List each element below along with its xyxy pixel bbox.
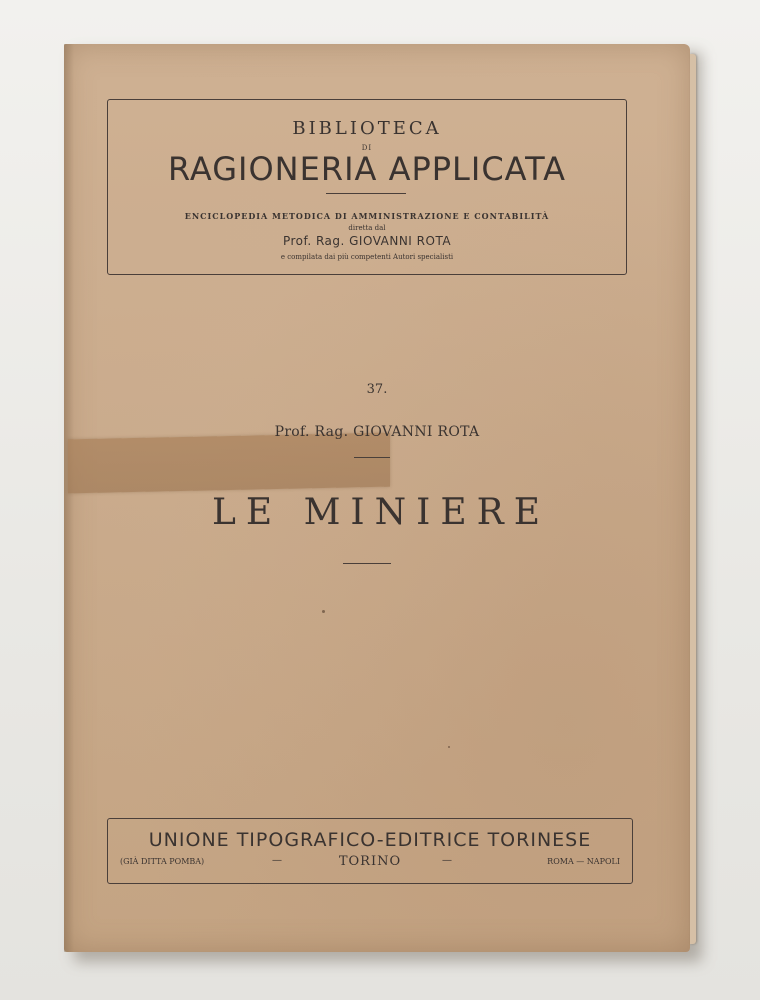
tape-strip: [68, 433, 390, 494]
publisher-city: TORINO: [338, 854, 402, 869]
book-title: LE MINIERE: [211, 492, 551, 533]
series-top-line: BIBLIOTECA: [292, 118, 442, 139]
series-subtitle: ENCICLOPEDIA METODICA DI AMMINISTRAZIONE E CONTABILITÀ: [184, 211, 550, 221]
publisher-name: UNIONE TIPOGRAFICO-EDITRICE TORINESE: [148, 829, 592, 851]
series-title: RAGIONERIA APPLICATA: [167, 150, 567, 188]
series-directed-by: diretta dal: [348, 224, 386, 232]
paper-speck: [322, 610, 325, 613]
series-frame: [107, 99, 627, 275]
paper-speck: [448, 746, 450, 748]
series-compiled-note: e compilata dai più competenti Autori specialisti: [280, 253, 454, 261]
volume-number: 37.: [366, 382, 388, 397]
publisher-frame: [107, 818, 633, 884]
publisher-dash: —: [272, 855, 282, 866]
publisher-former-name: (GIÀ DITTA POMBA): [120, 857, 205, 866]
book-cover: [64, 44, 690, 952]
publisher-row: [120, 855, 620, 871]
publisher-other-cities: ROMA — NAPOLI: [547, 857, 620, 866]
page-edge: [690, 54, 696, 944]
author-name: Prof. Rag. GIOVANNI ROTA: [274, 424, 480, 440]
title-rule: [343, 563, 391, 564]
series-editor: Prof. Rag. GIOVANNI ROTA: [282, 234, 452, 248]
publisher-dash: —: [442, 855, 452, 866]
series-di: DI: [361, 144, 373, 152]
series-rule: [326, 193, 406, 194]
author-rule: [354, 457, 390, 458]
